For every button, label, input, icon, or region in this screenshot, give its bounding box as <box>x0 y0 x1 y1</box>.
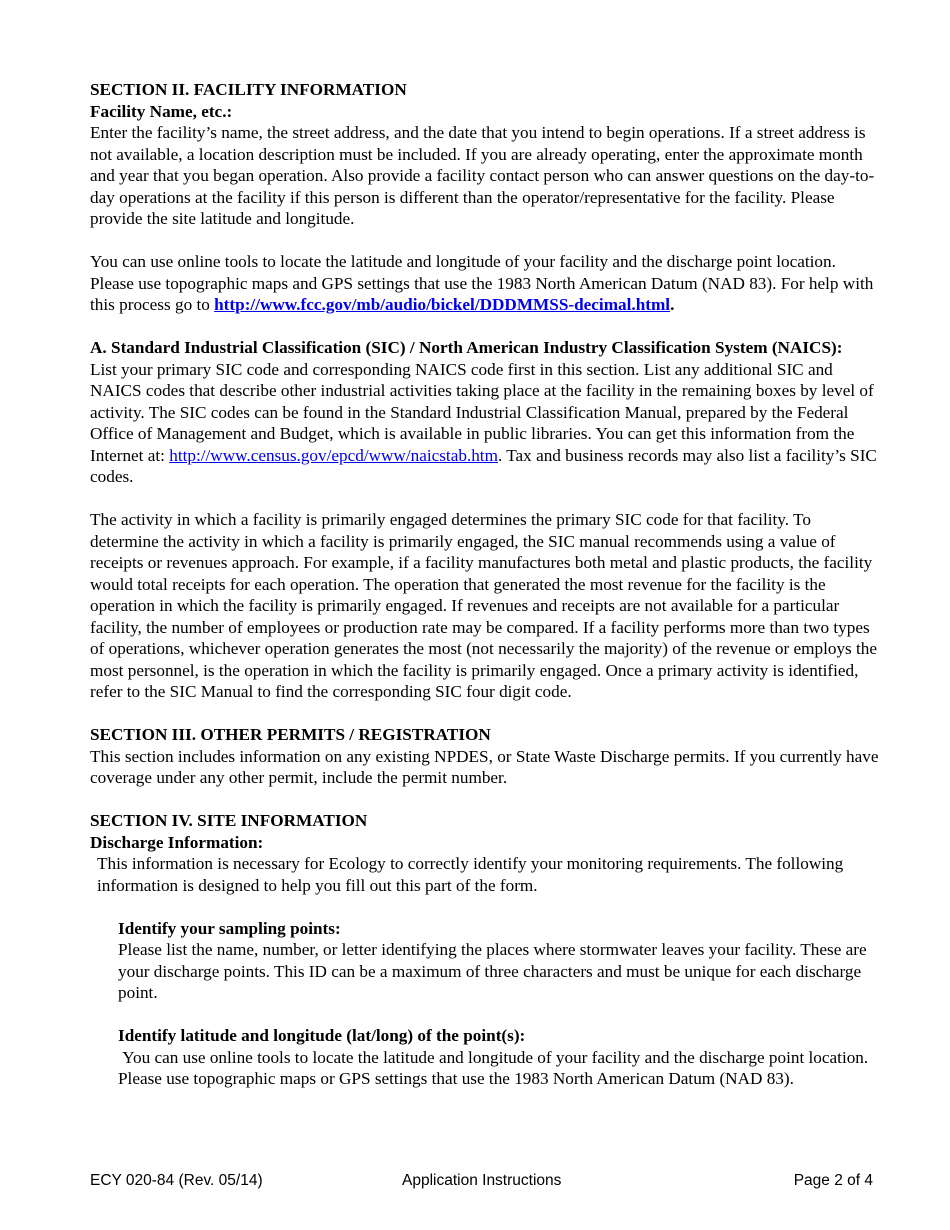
spacer <box>90 703 880 725</box>
facility-name-subheading: Facility Name, etc.: <box>90 101 233 121</box>
sampling-points-paragraph: Please list the name, number, or letter identifying the places where stormwater leaves your facility. These are your discharge points. This ID can be a maximum of three characters and must be unique for each discharge point. <box>118 940 867 1002</box>
lat-long-period: . <box>670 295 675 314</box>
spacer <box>90 230 880 252</box>
sampling-points-block <box>90 918 880 1090</box>
primary-activity-paragraph: The activity in which a facility is primarily engaged determines the primary SIC code for that facility. To determine the activity in which a facility is primarily engaged, the SIC manual recommends using a value of receipts or revenues approach. For example, if a facility manufactures both metal and plastic products, the facility would total receipts for each operation. The operation that generated the most revenue for the facility is the operation in which the facility is primarily engaged. If revenues and receipts are not available for a particular facility, the number of employees or production rate may be compared. If a facility performs more than two types of operations, whichever operation generates the most (not necessarily the majority) of the revenue or employs the most personnel, is the operation in which the facility is primarily engaged. Once a primary activity is identified, refer to the SIC Manual to find the corresponding SIC four digit code. <box>90 510 878 701</box>
sic-naics-heading: A. Standard Industrial Classification (SIC) / North American Industry Classification System (NAICS): <box>90 338 843 357</box>
sic-list-end: . Tax and business records may also list a facility’s SIC codes. <box>90 445 877 486</box>
discharge-intro-paragraph: This information is necessary for Ecology to correctly identify your monitoring requirements. The following information is designed to help you fill out this part of the form. <box>97 854 844 895</box>
lat-long-paragraph <box>90 251 880 316</box>
spacer <box>90 896 880 918</box>
lat-long-points-paragraph: You can use online tools to locate the latitude and longitude of your facility and the discharge point location. Please use topographic maps or GPS settings that use the 1983 North American Datum (NAD 83). <box>118 1047 873 1088</box>
fcc-conversion-link[interactable]: http://www.fcc.gov/mb/audio/bickel/DDDMMSS-decimal.html <box>214 295 671 314</box>
footer-title: Application Instructions <box>402 1172 562 1189</box>
spacer <box>90 789 880 811</box>
other-permits-paragraph: This section includes information on any existing NPDES, or State Waste Discharge permits. If you currently have coverage under any other permit, include the permit number. <box>90 746 879 787</box>
spacer <box>90 488 880 510</box>
lat-long-text: You can use online tools to locate the latitude and longitude of your facility and the discharge point location. Please use topographic maps and GPS settings that use the 1983 North American Datum (NAD 83). For help with this process go to <box>90 252 874 314</box>
facility-info-paragraph: Enter the facility’s name, the street address, and the date that you intend to begin operations. If a street address is not available, a location description must be included. If you are already operating, enter the approximate month and year that you began operation. Also provide a facility contact person who can answer questions on the day-to-day operations at the facility if this person is different than the operator/representative for the facility. Please provide the site latitude and longitude. <box>90 123 875 228</box>
census-naics-link[interactable]: http://www.census.gov/epcd/www/naicstab.htm <box>169 445 498 465</box>
page-footer <box>90 1171 873 1191</box>
sampling-points-heading: Identify your sampling points: <box>118 918 341 938</box>
document-page <box>90 79 880 1090</box>
section-iv-title: SECTION IV. SITE INFORMATION <box>90 811 368 830</box>
spacer <box>90 316 880 338</box>
lat-long-points-heading: Identify latitude and longitude (lat/long) of the point(s): <box>118 1026 526 1045</box>
sic-list-paragraph <box>90 359 880 488</box>
form-number: ECY 020-84 (Rev. 05/14) <box>90 1172 263 1189</box>
section-ii-title: SECTION II. FACILITY INFORMATION <box>90 80 407 99</box>
sic-list-text: List your primary SIC code and corresponding NAICS code first in this section. List any additional SIC and NAICS codes that describe other industrial activities taking place at the facility in the remaining boxes by level of activity. The SIC codes can be found in the Standard Industrial Classification Manual, prepared by the Federal Office of Management and Budget, which is available in public libraries. You can get this information from the Internet at: <box>90 359 874 465</box>
page-number: Page 2 of 4 <box>793 1172 873 1189</box>
discharge-info-subheading: Discharge Information: <box>90 832 264 852</box>
section-iii-title: SECTION III. OTHER PERMITS / REGISTRATION <box>90 725 491 744</box>
spacer <box>118 1004 880 1026</box>
